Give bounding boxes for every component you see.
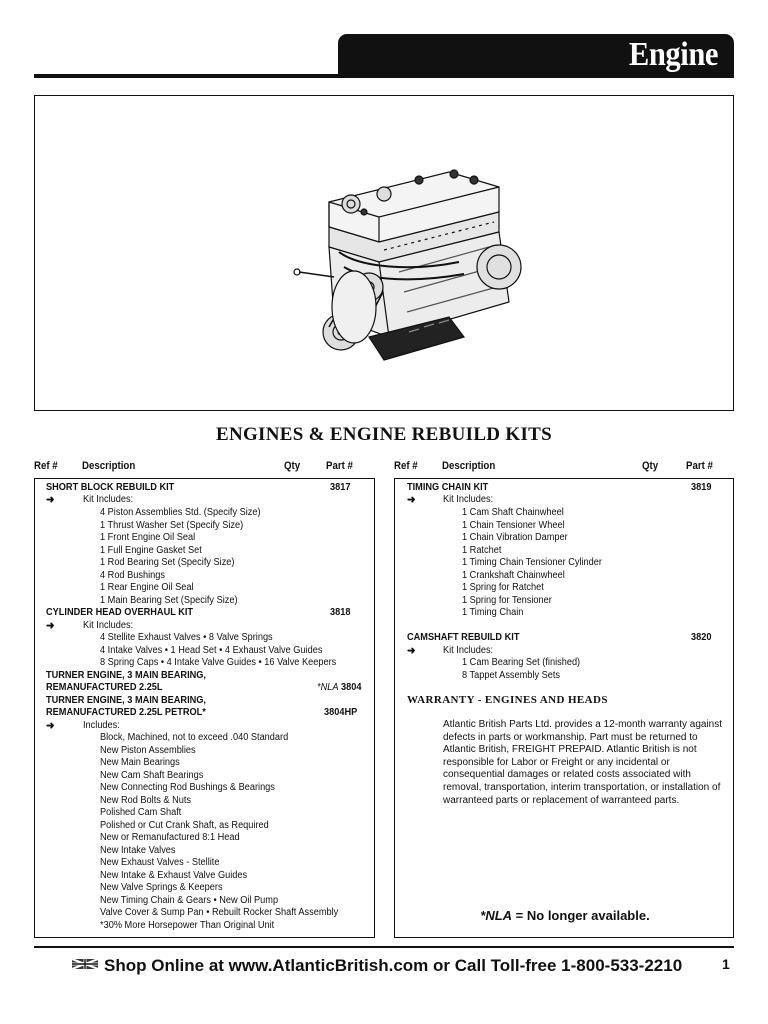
list-item: 8 Tappet Assembly Sets: [462, 669, 561, 681]
list-item: Polished or Cut Crank Shaft, as Required: [100, 819, 269, 831]
list-item: New or Remanufactured 8:1 Head: [100, 832, 240, 843]
nla-mark: *NLA: [317, 682, 339, 693]
list-item: 1 Spring for Ratchet: [462, 582, 544, 593]
arrow-icon: ➜: [407, 494, 416, 506]
header-tab: [338, 34, 734, 78]
part-number: 3820: [691, 632, 712, 643]
kit-title: CAMSHAFT REBUILD KIT: [407, 632, 520, 643]
footer-rule: [34, 946, 734, 948]
list-item: New Connecting Rod Bushings & Bearings: [100, 782, 275, 793]
list-item: 1 Rod Bearing Set (Specify Size): [100, 557, 235, 568]
list-item: 1 Cam Shaft Chainwheel: [462, 507, 564, 518]
list-item: 1 Chain Vibration Damper: [462, 532, 568, 543]
list-item: New Main Bearings: [100, 757, 180, 768]
list-item: 1 Cam Bearing Set (finished): [462, 657, 581, 668]
engine-image-frame: [34, 95, 734, 411]
page-number: 1: [722, 956, 730, 972]
col-ref: Ref #: [34, 460, 58, 472]
arrow-icon: ➜: [46, 494, 55, 506]
col-part: Part #: [326, 460, 353, 472]
nla-definition: = No longer available.: [512, 908, 650, 923]
part-number: 3817: [330, 482, 351, 493]
list-item: 1 Rear Engine Oil Seal: [100, 582, 194, 593]
col-description: Description: [442, 460, 496, 472]
list-item: New Valve Springs & Keepers: [100, 882, 223, 893]
arrow-icon: ➜: [407, 644, 416, 657]
part-number-value: 3804: [341, 682, 362, 693]
engine-illustration-icon: [259, 132, 529, 362]
kit-title: TIMING CHAIN KIT: [407, 482, 489, 493]
kit-title: CYLINDER HEAD OVERHAUL KIT: [46, 607, 194, 618]
kit-title: SHORT BLOCK REBUILD KIT: [46, 482, 175, 493]
list-item: Valve Cover & Sump Pan • Rebuilt Rocker Shaft Assembly: [100, 907, 339, 918]
product-title: TURNER ENGINE, 3 MAIN BEARING,: [46, 669, 206, 681]
warranty-text: Atlantic British Parts Ltd. provides a 12-month warranty against defects in parts or workmanship. Part must be returned to Atlantic British, FREIGHT PREPAID. Atlantic British is not responsible for Labor or Freight or any incidental or consequential damages or related costs associated with removal, transportation, interim transportation, or installation of warranteed parts or replacement of warranteed parts.: [443, 719, 723, 806]
warranty-title: WARRANTY - ENGINES AND HEADS: [407, 694, 608, 706]
list-item: 1 Main Bearing Set (Specify Size): [100, 594, 238, 606]
col-qty: Qty: [642, 460, 659, 472]
left-column-headers: [34, 460, 375, 474]
list-item: 1 Spring for Tensioner: [462, 594, 552, 606]
product-title: REMANUFACTURED 2.25L PETROL*: [46, 707, 206, 718]
list-item: 4 Stellite Exhaust Valves • 8 Valve Springs: [100, 632, 273, 643]
footer-shop-text: Shop Online at: [104, 956, 229, 975]
part-number: [317, 682, 362, 694]
right-parts-box: [394, 478, 734, 938]
page-title: Engine: [628, 36, 718, 73]
list-item: 1 Timing Chain: [462, 607, 524, 618]
list-item: 1 Timing Chain Tensioner Cylinder: [462, 557, 602, 568]
list-item: New Intake & Exhaust Valve Guides: [100, 869, 248, 881]
list-item: 4 Piston Assemblies Std. (Specify Size): [100, 507, 261, 518]
arrow-icon: ➜: [46, 719, 55, 732]
nla-note: [395, 908, 735, 923]
list-item: 1 Chain Tensioner Wheel: [462, 519, 565, 531]
section-title: ENGINES & ENGINE REBUILD KITS: [215, 424, 552, 445]
list-item: 1 Ratchet: [462, 544, 502, 556]
includes-label: Includes:: [83, 719, 120, 731]
left-parts-box: [34, 478, 375, 938]
list-item: New Rod Bolts & Nuts: [100, 794, 192, 806]
list-item: 1 Full Engine Gasket Set: [100, 544, 202, 556]
includes-label: Kit Includes:: [443, 494, 494, 505]
list-item: New Timing Chain & Gears • New Oil Pump: [100, 894, 279, 906]
list-item: New Intake Valves: [100, 844, 176, 856]
list-item: 4 Rod Bushings: [100, 569, 165, 581]
website-link[interactable]: www.AtlanticBritish.com: [228, 956, 429, 975]
footer-call-text: or Call Toll-free: [428, 956, 562, 975]
col-ref: Ref #: [394, 460, 418, 472]
list-item: 4 Intake Valves • 1 Head Set • 4 Exhaust Valve Guides: [100, 644, 323, 656]
includes-label: Kit Includes:: [83, 494, 134, 505]
list-item: *30% More Horsepower Than Original Unit: [100, 919, 275, 931]
phone-number[interactable]: 1-800-533-2210: [561, 956, 683, 975]
list-item: New Exhaust Valves - Stellite: [100, 857, 220, 868]
col-description: Description: [82, 460, 136, 472]
includes-label: Kit Includes:: [443, 644, 494, 656]
list-item: 1 Crankshaft Chainwheel: [462, 569, 565, 581]
union-jack-flag-icon: [72, 959, 98, 969]
part-number: 3804HP: [324, 707, 358, 718]
list-item: 8 Spring Caps • 4 Intake Valve Guides • 16 Valve Keepers: [100, 657, 337, 668]
nla-term: *NLA: [480, 908, 513, 923]
footer-contact: [72, 956, 682, 978]
product-title: TURNER ENGINE, 3 MAIN BEARING,: [46, 694, 206, 706]
product-title: REMANUFACTURED 2.25L: [46, 682, 163, 693]
col-qty: Qty: [284, 460, 301, 472]
list-item: 1 Thrust Washer Set (Specify Size): [100, 519, 244, 531]
right-column-headers: [394, 460, 734, 474]
part-number: 3819: [691, 482, 712, 493]
list-item: New Piston Assemblies: [100, 744, 196, 756]
list-item: Polished Cam Shaft: [100, 807, 182, 818]
arrow-icon: ➜: [46, 619, 55, 632]
col-part: Part #: [686, 460, 713, 472]
list-item: New Cam Shaft Bearings: [100, 769, 204, 781]
part-number: 3818: [330, 607, 351, 618]
list-item: 1 Front Engine Oil Seal: [100, 532, 196, 543]
includes-label: Kit Includes:: [83, 619, 134, 631]
list-item: Block, Machined, not to exceed .040 Standard: [100, 732, 289, 743]
